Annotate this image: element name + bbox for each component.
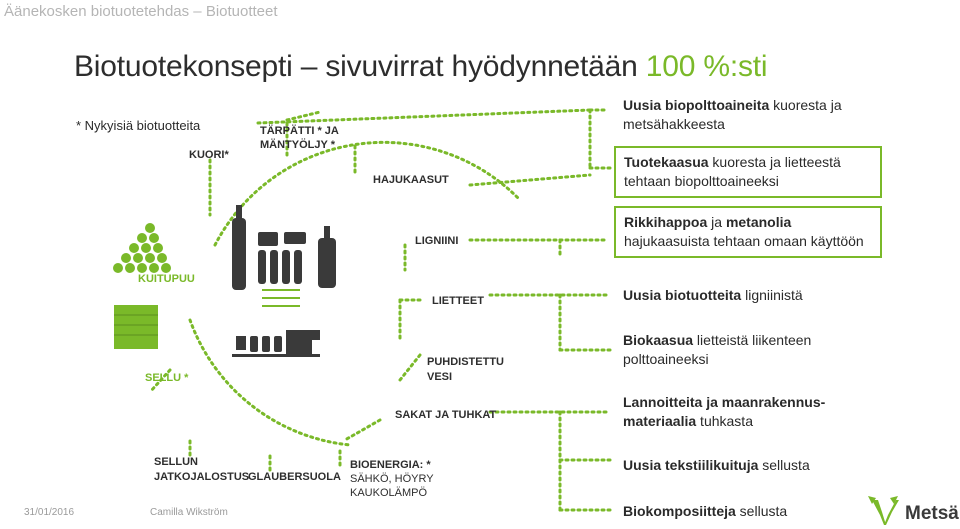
breadcrumb: Äänekosken biotuotetehdas – Biotuotteet: [4, 3, 278, 20]
label-kuitupuu: KUITUPUU: [138, 273, 195, 285]
factory-icon: [232, 205, 336, 290]
product-bold: Uusia biotuotteita: [623, 287, 742, 303]
page-title: [74, 50, 767, 84]
metsa-logo: Metsä: [905, 503, 959, 524]
product-item: [623, 456, 945, 475]
label-glaubersuola: GLAUBERSUOLA: [248, 471, 341, 483]
product-item: [623, 96, 881, 134]
label-ligniini: LIGNIINI: [415, 235, 459, 247]
label-bioenergia-1: BIOENERGIA: *: [350, 459, 431, 471]
footer-author: Camilla Wikström: [150, 507, 228, 518]
label-bioenergia-3: KAUKOLÄMPÖ: [350, 487, 428, 499]
label-sakat: SAKAT JA TUHKAT: [395, 409, 497, 421]
current-products-note: * Nykyisiä biotuotteita: [76, 118, 201, 133]
product-rest: sellusta: [758, 457, 810, 473]
product-bold: Biokaasua: [623, 332, 694, 348]
product-item: [614, 206, 882, 258]
product-item: [623, 286, 945, 305]
label-puhdistettu-1: PUHDISTETTU: [427, 356, 504, 368]
title-main: Biotuotekonsepti – sivuvirrat hyödynnetään: [74, 50, 646, 83]
product-bold: Lannoitteita ja maanrakennus-materiaalia: [623, 394, 826, 429]
label-lietteet: LIETTEET: [432, 295, 484, 307]
product-rest: ligniinistä: [741, 287, 803, 303]
log-pile-icon: [113, 223, 171, 273]
product-item: [623, 393, 863, 431]
footer-date: 31/01/2016: [24, 507, 75, 518]
product-rest: kuoresta ja metsähakkeesta: [623, 97, 842, 132]
product-item: [623, 502, 945, 521]
product-bold: Tuotekaasua: [624, 154, 709, 170]
product-bold: Uusia tekstiilikuituja: [623, 457, 759, 473]
mill-icon: [232, 330, 320, 357]
product-rest: hajukaasuista tehtaan omaan käyttöön: [624, 233, 864, 249]
label-jatko-1: SELLUN: [154, 456, 198, 468]
flow-arc: [215, 142, 520, 245]
product-rest: sellusta: [735, 503, 788, 519]
label-tarpatti-1: TÄRPÄTTI * JA: [260, 125, 339, 137]
pulp-sheet-icon: [114, 305, 158, 349]
label-bioenergia-2: SÄHKÖ, HÖYRY: [350, 473, 434, 485]
product-item: [623, 331, 873, 369]
product-bold-2: metanolia: [725, 214, 792, 230]
product-rest: lietteistä liikenteen polttoaineeksi: [623, 332, 812, 367]
label-sellu: SELLU *: [145, 372, 189, 384]
product-item: [614, 146, 882, 198]
label-tarpatti-2: MÄNTYÖLJY *: [260, 139, 335, 151]
label-hajukaasut: HAJUKAASUT: [373, 174, 449, 186]
label-jatko-2: JATKOJALOSTUS: [154, 471, 250, 483]
product-bold: Rikkihappoa: [624, 214, 708, 230]
label-puhdistettu-2: VESI: [427, 371, 453, 383]
label-kuori: KUORI*: [189, 149, 229, 161]
product-rest: kuoresta ja lietteestä tehtaan biopolttoaineeksi: [624, 154, 841, 189]
product-rest: tuhkasta: [696, 413, 753, 429]
product-bold: Biokomposiitteja: [623, 503, 736, 519]
product-bold: Uusia biopolttoaineita: [623, 97, 770, 113]
title-highlight: 100 %:sti: [645, 50, 768, 83]
product-mid: ja: [707, 214, 726, 230]
